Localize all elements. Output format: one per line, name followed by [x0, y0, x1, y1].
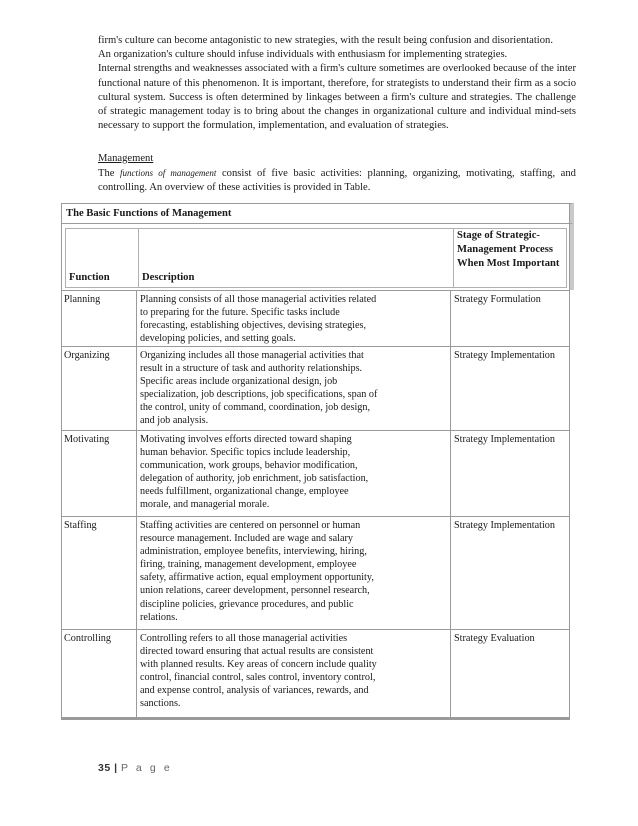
cell-function: Organizing	[64, 350, 110, 361]
cell-stage: Strategy Evaluation	[454, 633, 535, 644]
table-header	[61, 224, 574, 290]
cell-description: Controlling refers to all those managerial activities directed toward ensuring that actual results are consistent with planned results. Key areas of concern include quality control, financial control, sales control, inventory control, and expense control, analysis of variances, rewards, and sanctions.	[140, 633, 377, 710]
header-stage: Stage of Strategic-Management Process When Most Important	[457, 230, 560, 270]
cell-description: Planning consists of all those managerial activities related to preparing for the future. Specific tasks include forecasting, establishing objectives, devising strategies, developing policies, and setting goals.	[140, 294, 377, 345]
cell-description: Staffing activities are centered on personnel or human resource management. Included are wage and salary administration, employee benefits, interviewing, hiring, firing, training, management development, employee safety, affirmative action, equal employment opportunity, union relations, career development, personnel research, discipline policies, grievance procedures, and public relations.	[140, 520, 374, 623]
table-title: The Basic Functions of Management	[61, 203, 574, 224]
management-paragraph	[98, 166, 576, 195]
cell-stage: Strategy Implementation	[454, 520, 555, 531]
cell-stage: Strategy Implementation	[454, 350, 555, 361]
cell-function: Planning	[64, 294, 101, 305]
table-row-staffing	[61, 516, 570, 629]
table-row-organizing	[61, 346, 570, 430]
management-section	[98, 152, 576, 196]
table-row-motivating	[61, 430, 570, 516]
page-label: P a g e	[120, 762, 173, 774]
management-text-after: consist of five basic activities: planning, organizing, motivating, staffing, and controlling. An overview of these activities is provided in Table.	[98, 168, 576, 194]
table-row-planning	[61, 290, 570, 346]
table-row-controlling	[61, 629, 570, 718]
functions-of-management-italic: functions of management	[120, 168, 217, 179]
intro-line-3: Internal strengths and weaknesses associated with a firm's culture sometimes are overlooked because of the inter functional nature of this phenomenon. It is important, therefore, for strategists to understand their firm as a socio cultural system. Success is often determined by linkages between a firm's culture and strategies. The challenge of strategic management today is to bring about the changes in organizational culture and individual mind-sets necessary to support the formulation, implementation, and evaluation of strategies.	[98, 63, 576, 132]
management-heading: Management	[98, 153, 154, 164]
intro-line-1: firm's culture can become antagonistic to new strategies, with the result being confusion and disorientation.	[98, 35, 553, 46]
page-number: 35	[98, 762, 111, 774]
header-description: Description	[142, 272, 195, 283]
cell-stage: Strategy Formulation	[454, 294, 541, 305]
footer-separator: |	[110, 762, 121, 774]
cell-stage: Strategy Implementation	[454, 434, 555, 445]
cell-function: Motivating	[64, 434, 110, 445]
table-header-box	[65, 228, 567, 288]
intro-paragraph	[98, 34, 576, 133]
cell-function: Controlling	[64, 633, 111, 644]
cell-description: Motivating involves efforts directed toward shaping human behavior. Specific topics include leadership, communication, work groups, behavior modification, delegation of authority, job enrichment, job satisfaction, needs fulfillment, organizational change, employee morale, and managerial morale.	[140, 434, 369, 511]
cell-function: Staffing	[64, 520, 97, 531]
header-divider	[138, 229, 139, 287]
cell-description: Organizing includes all those managerial activities that result in a structure of task and authority relationships. Specific areas include organizational design, job specialization, job descriptions, job specifications, span of the control, unity of command, coordination, job design, and job analysis.	[140, 350, 378, 427]
page-footer	[98, 762, 172, 774]
header-function: Function	[69, 272, 110, 283]
management-text-before: The	[98, 168, 121, 180]
intro-line-2: An organization's culture should infuse individuals with enthusiasm for implementing strategies.	[98, 49, 508, 61]
header-divider	[453, 229, 454, 287]
